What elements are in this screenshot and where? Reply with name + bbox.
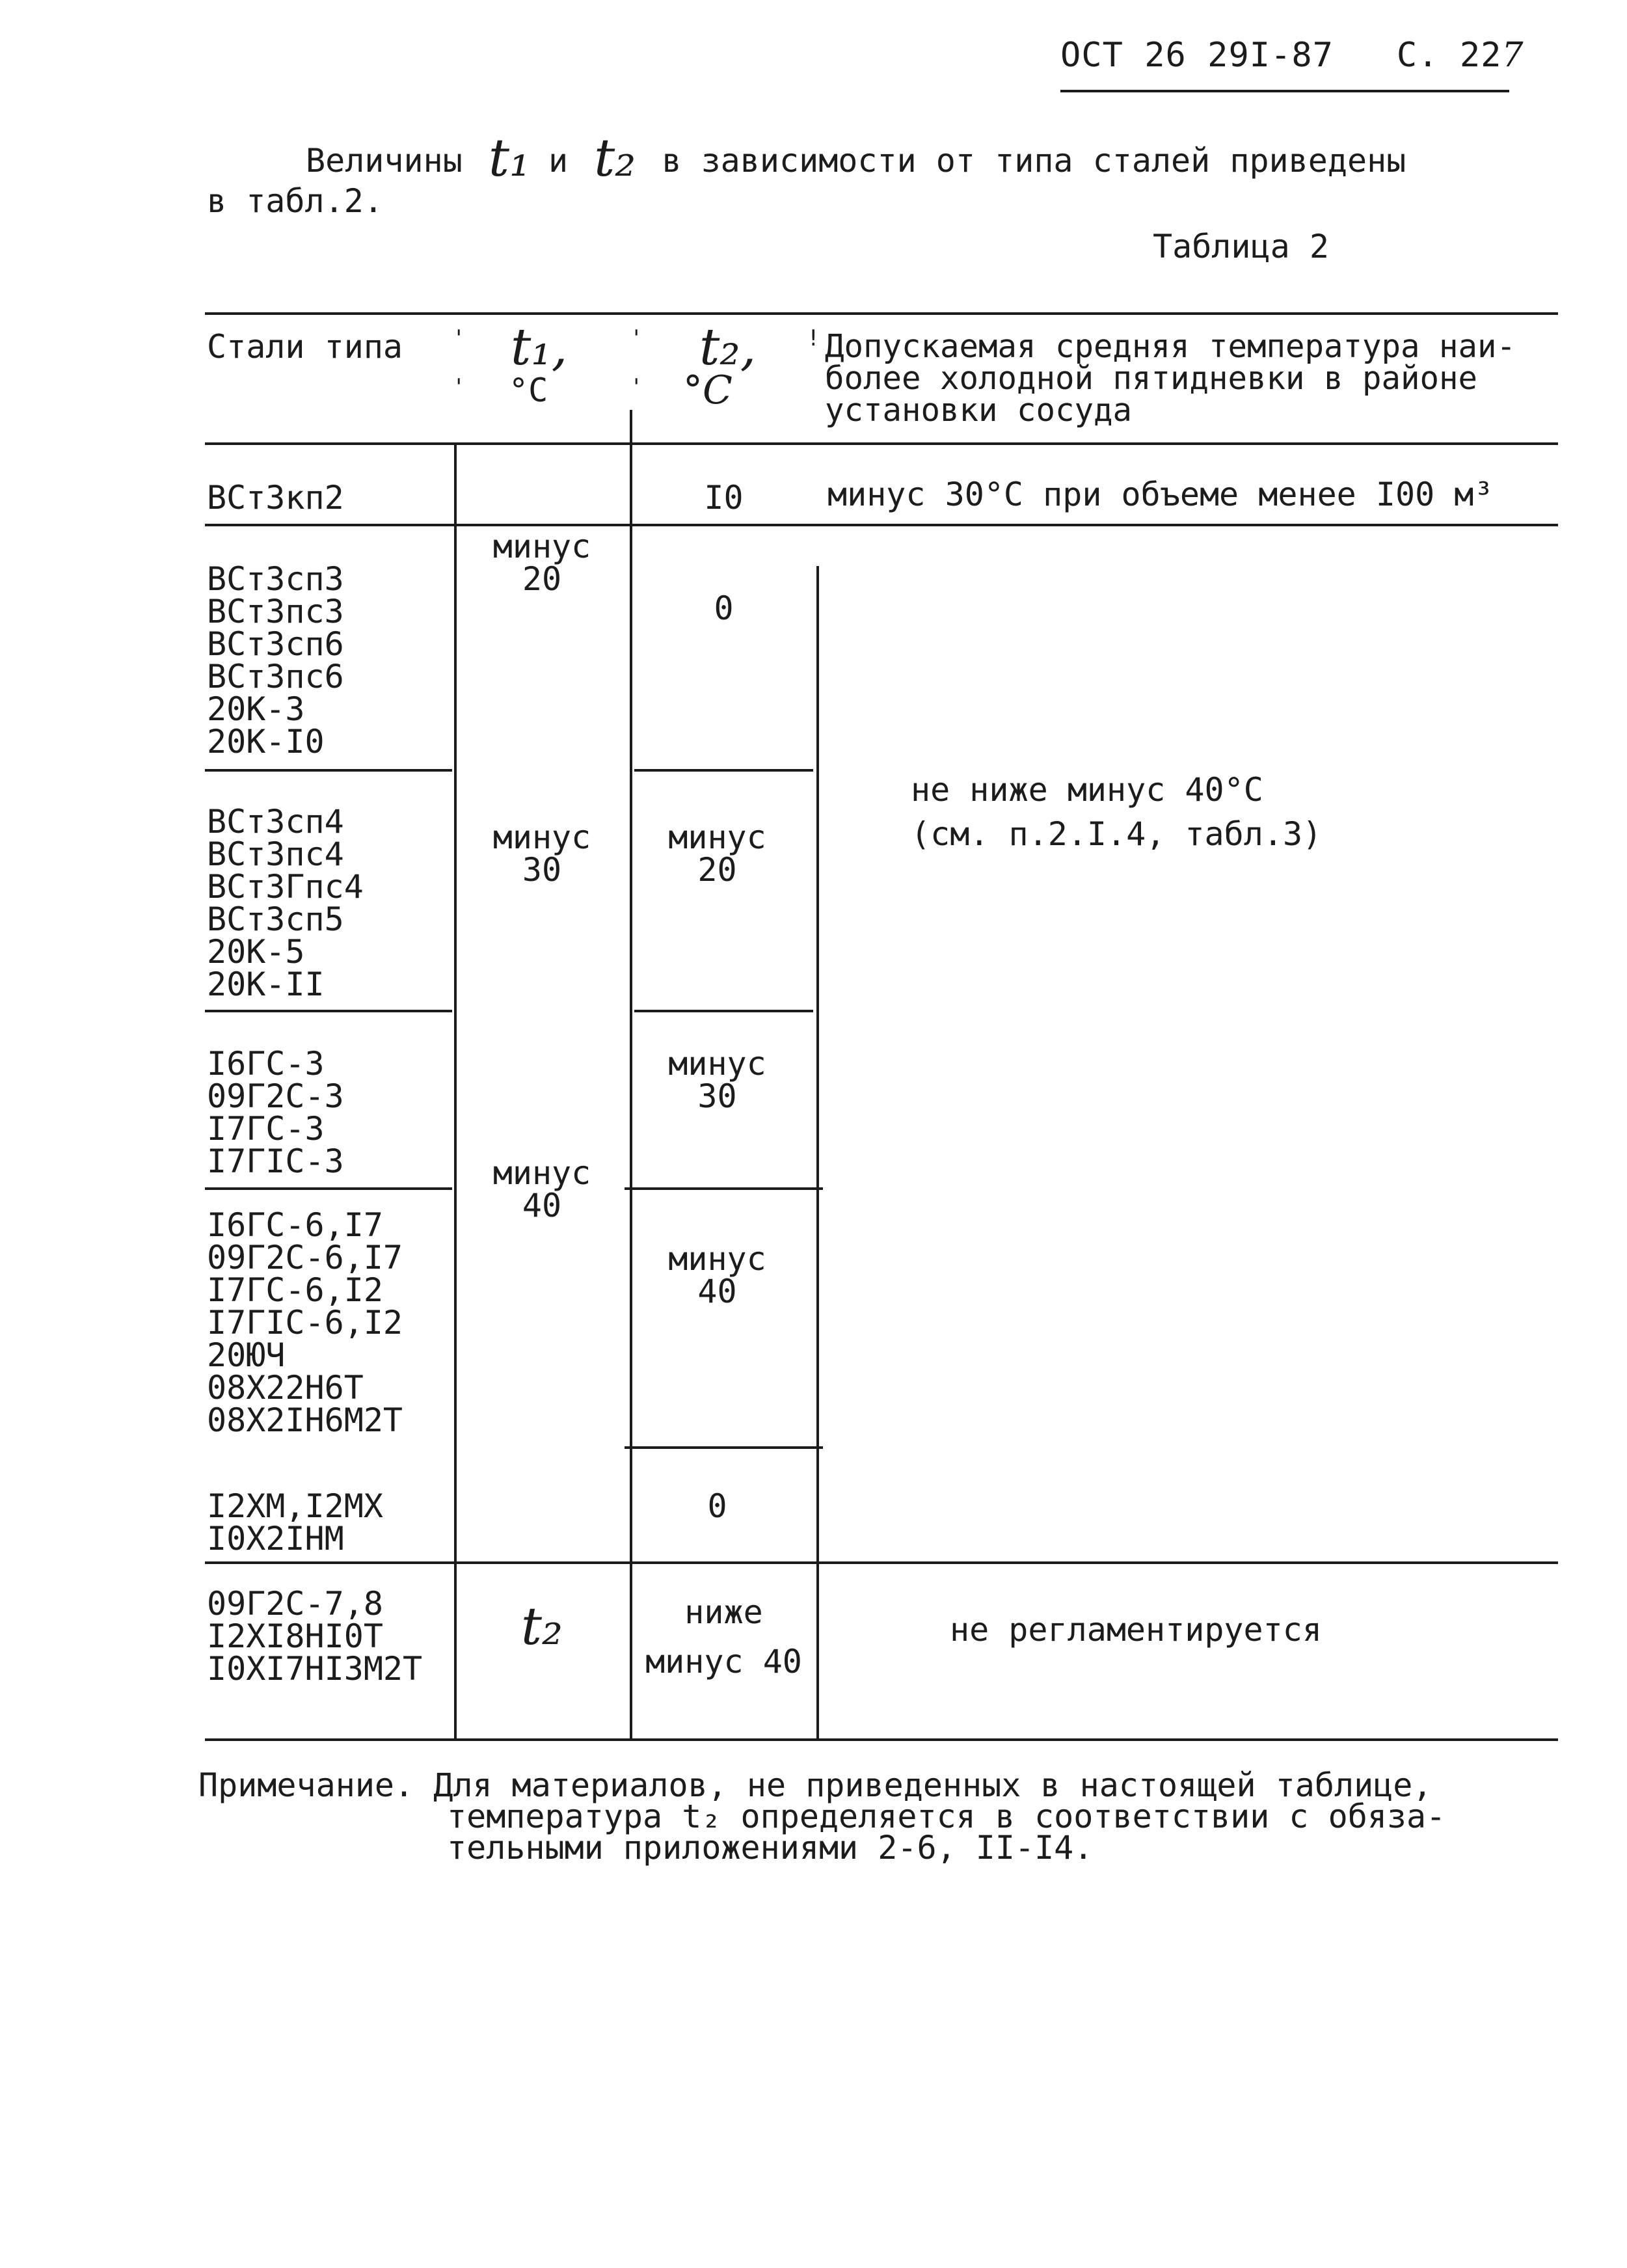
header-t1: t₁, xyxy=(511,318,568,377)
row2-rule-t2 xyxy=(634,769,813,772)
header-bottom-rule xyxy=(205,442,1558,445)
row3-t1: минус 30 xyxy=(492,818,591,889)
row7-t1: t₂ xyxy=(520,1596,563,1656)
col-rule-allowed xyxy=(816,566,819,1740)
row1-allowed: минус 30°С при объеме менее I00 м³ xyxy=(827,476,1494,513)
t2-symbol: t₂ xyxy=(594,128,636,188)
row2-rule-steel xyxy=(205,769,452,772)
row4-t2: минус 30 xyxy=(668,1045,766,1115)
header-separator-mark: ' xyxy=(452,374,466,400)
header-t2: t₂, xyxy=(699,318,757,377)
row7-t2: ниже минус 40 xyxy=(645,1593,802,1681)
row1-steels: ВСт3кп2 xyxy=(207,479,344,517)
intro-text-line2: в табл.2. xyxy=(207,182,383,220)
header-separator-mark: ' xyxy=(630,374,643,400)
row6-t2: 0 xyxy=(707,1487,727,1525)
row6-steels: I2ХМ,I2МХ I0Х2IНМ xyxy=(207,1487,383,1558)
row3-rule-t2 xyxy=(634,1010,813,1012)
header-t1-unit: °C xyxy=(509,371,548,409)
header-t2-unit: °C xyxy=(683,368,733,413)
note-line3: тельными приложениями 2-6, II-I4. xyxy=(447,1829,1094,1867)
page-number-handwritten: 7 xyxy=(1501,36,1524,75)
row5-t2: минус 40 xyxy=(668,1240,766,1310)
row4-rule-t2 xyxy=(625,1187,823,1190)
row3-steels: ВСт3сп4 ВСт3пс4 ВСт3Гпс4 ВСт3сп5 20К-5 20К-II xyxy=(207,803,364,1003)
table-bottom-rule xyxy=(205,1738,1558,1741)
row3-t2: минус 20 xyxy=(668,818,766,889)
row6-bottom-rule xyxy=(205,1561,1558,1564)
t1-minus-40: минус 40 xyxy=(492,1154,591,1224)
row5-rule-t2 xyxy=(625,1446,823,1449)
standard-number: ОСТ 26 29I-87 xyxy=(1060,36,1334,75)
header-steel-type: Стали типа xyxy=(207,328,403,366)
row2-steels: ВСт3сп3 ВСт3пс3 ВСт3сп6 ВСт3пс6 20К-3 20К-I0 xyxy=(207,560,344,761)
table-caption: Таблица 2 xyxy=(1153,228,1329,265)
header-separator-mark: ' xyxy=(630,325,643,351)
intro-text xyxy=(306,124,1406,188)
col-rule-t1 xyxy=(454,444,457,1740)
document-code xyxy=(1060,36,1524,75)
header-separator-mark: ! xyxy=(807,325,820,351)
col-rule-t2 xyxy=(630,410,632,1740)
note-label: Примечание. xyxy=(198,1766,414,1804)
row1-bottom-rule xyxy=(205,524,1558,526)
row7-steels: 09Г2С-7,8 I2ХI8НI0Т I0ХI7НI3М2Т xyxy=(207,1585,423,1688)
intro-part2: в зависимости от типа сталей приведены xyxy=(662,142,1406,180)
row5-steels: I6ГС-6,I7 09Г2С-6,I7 I7ГС-6,I2 I7ГIС-6,I2 20ЮЧ 08Х22Н6Т 08Х2IН6М2Т xyxy=(207,1206,403,1439)
t1-symbol: t₁ xyxy=(488,128,531,188)
page-number: С. 22 xyxy=(1396,36,1502,75)
row4-rule-steel xyxy=(205,1187,452,1190)
header-allowed-temperature: Допускаемая средняя температура наи- более холодной пятидневки в районе установки сосуда xyxy=(825,328,1516,429)
intro-part1: Величины xyxy=(306,142,463,180)
row3-rule-steel xyxy=(205,1010,452,1012)
table-note xyxy=(198,1766,1446,1867)
allowed-not-below-minus-40: не ниже минус 40°С (см. п.2.I.4, табл.3) xyxy=(911,771,1323,853)
table-top-rule xyxy=(205,312,1558,315)
t1-minus-20: минус 20 xyxy=(492,528,591,598)
header-separator-mark: ' xyxy=(452,325,466,351)
row4-steels: I6ГС-3 09Г2С-3 I7ГС-3 I7ГIС-3 xyxy=(207,1045,344,1180)
note-line2: температура t₂ определяется в соответствии с обяза- xyxy=(447,1798,1446,1835)
row2-t2: 0 xyxy=(714,589,734,627)
row7-allowed: не регламентируется xyxy=(950,1611,1322,1649)
note-line1: Для материалов, не приведенных в настоящей таблице, xyxy=(433,1766,1432,1804)
header-underline xyxy=(1060,90,1509,92)
row1-t2: I0 xyxy=(704,479,744,517)
intro-and: и xyxy=(548,142,569,180)
